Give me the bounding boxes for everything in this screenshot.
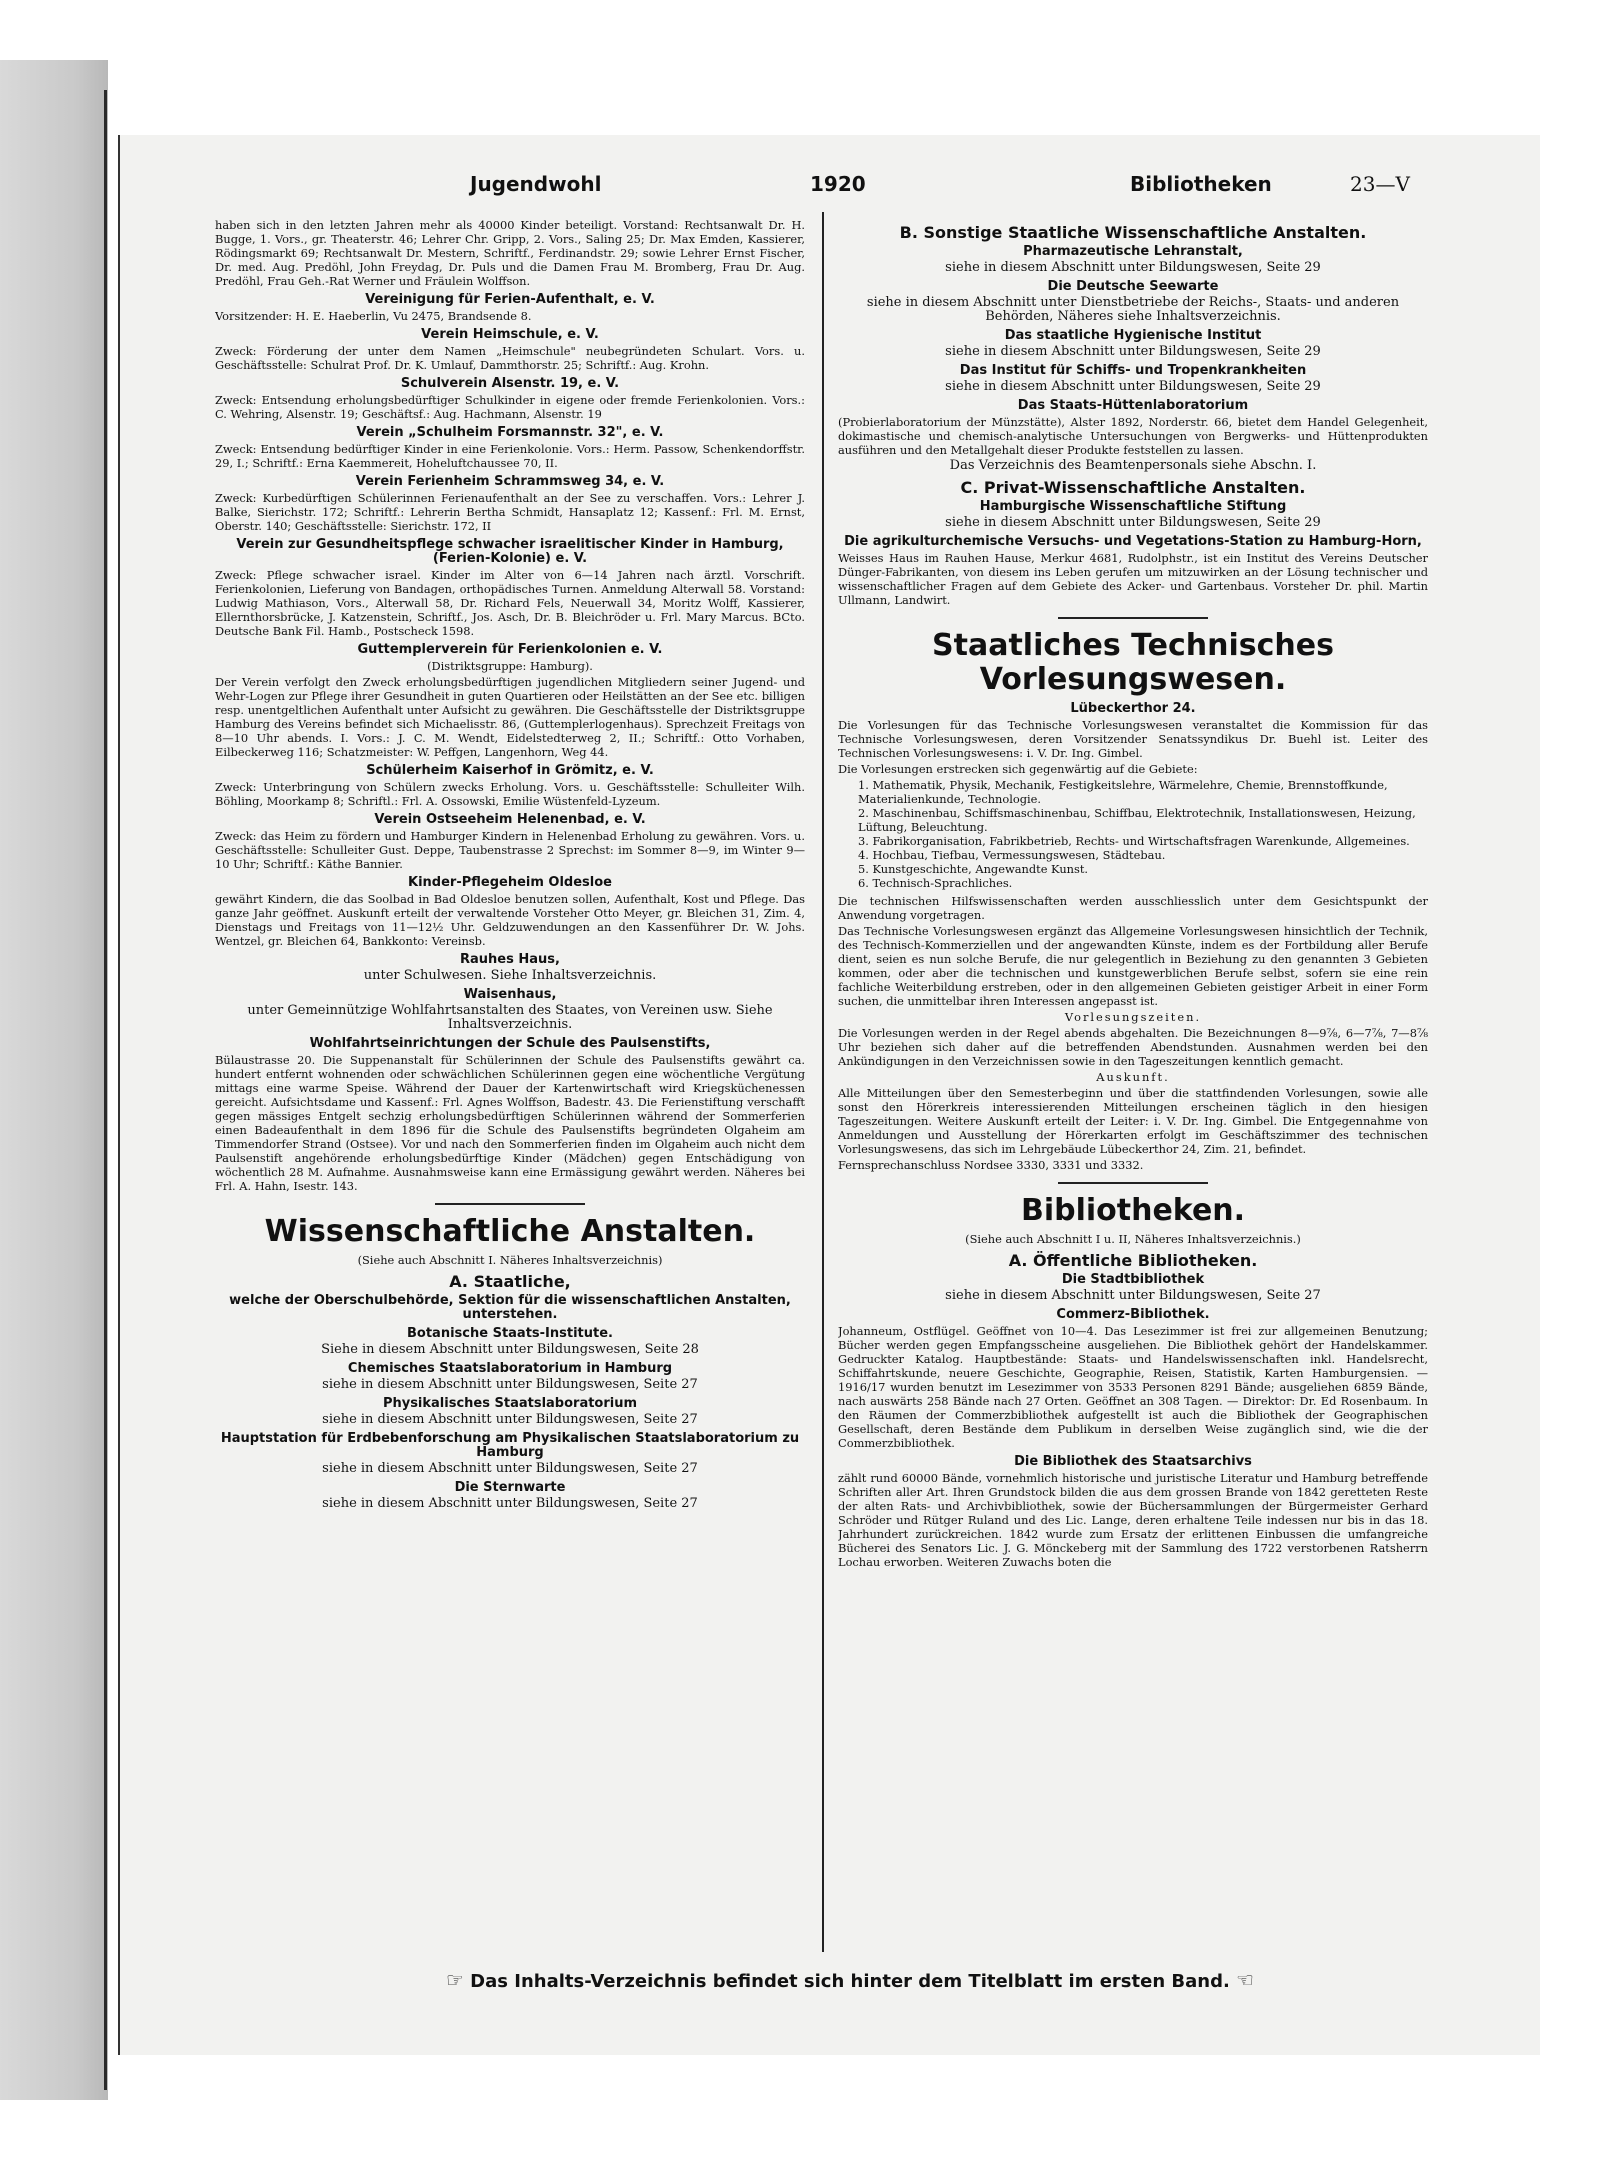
paragraph: Das Technische Vorlesungswesen ergänzt das Allgemeine Vorlesungswesen hinsichtlich der Technik, des Technisch-Kommerziellen und der angewandten Künste, indem es der Fortbildung aller Berufe dient, seien es nun solche Berufe, die nur gelegentlich in Beziehung zu den genannten 3 Gebieten kommen, oder aber die technischen und kunstgewerblichen Berufe selbst, sofern sie eine rein fachliche Weiterbildung erstreben, oder in den allgemeinen Gebieten geistiger Arbeit in einer Form suchen, die unmittelbar ihren Interessen angepasst ist. [838, 924, 1428, 1008]
paragraph: Die technischen Hilfswissenschaften werden ausschliesslich unter dem Gesichtspunkt der Anwendung vorgetragen. [838, 894, 1428, 922]
entry-title: Verein Heimschule, e. V. [421, 327, 599, 342]
entry-reference: siehe in diesem Abschnitt unter Bildungswesen, Seite 29 [945, 379, 1321, 394]
subject-list [858, 778, 1428, 890]
subsection-heading: C. Privat-Wissenschaftliche Anstalten. [960, 478, 1306, 497]
entry-text: Weisses Haus im Rauhen Hause, Merkur 4681, Rudolphstr., ist ein Institut des Vereins Deutscher Dünger-Fabrikanten, von diesem ins Leben gerufen um mitzuwirken an der Lösung technischer und wissenschaftlicher Fragen auf dem Gebiete des Acker- und Gartenbaus. Vorsteher Dr. phil. Martin Ullmann, Landwirt. [838, 551, 1428, 607]
entry-text: Vorsitzender: H. E. Haeberlin, Vu 2475, Brandsende 8. [215, 309, 532, 323]
entry-title: Hamburgische Wissenschaftliche Stiftung [979, 499, 1287, 514]
pointing-hand-left-icon: ☜ [1236, 1968, 1255, 1992]
entry-title: Rauhes Haus, [460, 952, 560, 967]
section-separator [1058, 617, 1208, 619]
entry-reference: siehe in diesem Abschnitt unter Bildungswesen, Seite 29 [945, 344, 1321, 359]
entry-reference: siehe in diesem Abschnitt unter Bildungswesen, Seite 27 [322, 1412, 698, 1427]
entry-title: Das Staats-Hüttenlaboratorium [1017, 398, 1249, 413]
entry-reference: siehe in diesem Abschnitt unter Bildungswesen, Seite 27 [322, 1377, 698, 1392]
section-note: (Siehe auch Abschnitt I u. II, Näheres Inhaltsverzeichnis.) [965, 1232, 1301, 1246]
entry-reference: siehe in diesem Abschnitt unter Bildungswesen, Seite 27 [322, 1496, 698, 1511]
subsection-heading: A. Staatliche, [449, 1272, 571, 1291]
entry-text: Zweck: Unterbringung von Schülern zwecks Erholung. Vors. u. Geschäftsstelle: Schulleiter Wilh. Böhling, Moorkamp 8; Schriftl.: Frl. A. Ossowski, Emilie Wüstenfeld-Lyzeum. [215, 780, 805, 808]
entry-text: Der Verein verfolgt den Zweck erholungsbedürftigen jugendlichen Mitgliedern seiner Jugend- und Wehr-Logen zur Pflege ihrer Gesundheit in guten Quartieren oder Heilstätten an der See etc. billigen resp. unentgeltlichen Aufenthalt unter Aufsicht zu gewähren. Die Geschäftsstelle der Distriktsgruppe Hamburg des Vereins befindet sich Michaelisstr. 86, (Guttemplerlogenhaus). Sprechzeit Freitags von 8—10 Uhr abends. I. Vors.: J. C. M. Wendt, Eidelstedterweg 2, II.; Schriftf.: Otto Vorhaben, Eilbeckerweg 116; Schatzmeister: W. Peffgen, Langenhorn, Weg 44. [215, 675, 805, 759]
subsection-subtitle: welche der Oberschulbehörde, Sektion für die wissenschaftlichen Anstalten, unterstehen. [229, 1293, 791, 1322]
subsection-heading: A. Öffentliche Bibliotheken. [1008, 1251, 1258, 1270]
header-topic: Bibliotheken [1130, 172, 1272, 196]
entry-title: Wohlfahrtseinrichtungen der Schule des Paulsenstifts, [309, 1036, 711, 1051]
paragraph: Die Vorlesungen erstrecken sich gegenwärtig auf die Gebiete: [838, 762, 1198, 776]
list-item: 6. Technisch-Sprachliches. [858, 876, 1013, 890]
section-heading: Staatliches Technisches Vorlesungswesen. [932, 628, 1334, 697]
page-number: 23—V [1350, 172, 1410, 196]
entry-title: Chemisches Staatslaboratorium in Hamburg [347, 1361, 673, 1376]
entry-title: Botanische Staats-Institute. [407, 1326, 613, 1341]
entry-title: Die agrikulturchemische Versuchs- und Vegetations-Station zu Hamburg-Horn, [844, 534, 1422, 549]
list-item: 4. Hochbau, Tiefbau, Vermessungswesen, Städtebau. [858, 848, 1166, 862]
running-header [340, 172, 1420, 206]
subsection-heading: B. Sonstige Staatliche Wissenschaftliche Anstalten. [899, 223, 1367, 242]
entry-title: Die Stadtbibliothek [1061, 1272, 1205, 1287]
entry-text: Zweck: Förderung der unter dem Namen „Heimschule" neubegründeten Schulart. Vors. u. Geschäftsstelle: Schulrat Prof. Dr. K. Umlauf, Dammthorstr. 25; Schriftf.: Aug. Krohn. [215, 344, 805, 372]
entry-title: Pharmazeutische Lehranstalt, [1023, 244, 1243, 259]
entry-title: Guttemplerverein für Ferienkolonien e. V. [357, 642, 663, 657]
entry-text: Zweck: Entsendung bedürftiger Kinder in eine Ferienkolonie. Vors.: Herm. Passow, Schenkendorffstr. 29, I.; Schriftf.: Erna Kaemmereit, Hoheluftchaussee 70, II. [215, 442, 805, 470]
entry-reference: Das Verzeichnis des Beamtenpersonals siehe Abschn. I. [949, 458, 1317, 473]
list-item: 1. Mathematik, Physik, Mechanik, Festigkeitslehre, Wärmelehre, Chemie, Brennstoffkunde, Materialienkunde, Technologie. [858, 778, 1388, 806]
section-separator [1058, 1182, 1208, 1184]
sub-heading: Auskunft. [1096, 1070, 1170, 1084]
entry-title: Verein Ostseeheim Helenenbad, e. V. [374, 812, 646, 827]
footer-notice [350, 1968, 1350, 1992]
entry-reference: siehe in diesem Abschnitt unter Bildungswesen, Seite 29 [945, 260, 1321, 275]
paragraph: Die Vorlesungen werden in der Regel abends abgehalten. Die Bezeichnungen 8—9⅞, 6—7⅞, 7—8⅞ Uhr beziehen sich daher auf die betreffenden Abendstunden. Ausnahmen werden bei den Ankündigungen in den Verzeichnissen sowie in den Tageszeitungen kenntlich gemacht. [838, 1026, 1428, 1068]
entry-reference: siehe in diesem Abschnitt unter Bildungswesen, Seite 29 [945, 515, 1321, 530]
entry-title: Die Sternwarte [454, 1480, 566, 1495]
entry-reference: Siehe in diesem Abschnitt unter Bildungswesen, Seite 28 [321, 1342, 699, 1357]
list-item: 5. Kunstgeschichte, Angewandte Kunst. [858, 862, 1089, 876]
section-separator [435, 1203, 585, 1205]
paragraph: Alle Mitteilungen über den Semesterbeginn und über die stattfindenden Vorlesungen, sowie alle sonst den Hörerkreis interessierenden Mitteilungen erscheinen täglich in den hiesigen Tageszeitungen. Weitere Auskunft erteilt der Leiter: i. V. Dr. Ing. Gimbel. Die Entgegennahme von Anmeldungen und Ausstellung der Hörerkarten erfolgt im Geschäftszimmer des technischen Vorlesungswesens, das sich im Lehrgebäude Lübeckerthor 24, Zim. 21, befindet. [838, 1086, 1428, 1156]
section-heading: Bibliotheken. [1020, 1193, 1246, 1228]
entry-text: (Probierlaboratorium der Münzstätte), Alster 1892, Norderstr. 66, bietet dem Handel Gelegenheit, dokimastische und chemisch-analytische Untersuchungen von Bergwerks- und Hüttenprodukten ausführen und den Metallgehalt dieser Produkte feststellen zu lassen. [838, 415, 1428, 457]
entry-title: Schülerheim Kaiserhof in Grömitz, e. V. [366, 763, 654, 778]
column-divider [822, 212, 824, 1952]
list-item: 3. Fabrikorganisation, Fabrikbetrieb, Rechts- und Wirtschaftsfragen Warenkunde, Allgemeines. [858, 834, 1410, 848]
left-column [215, 218, 805, 1958]
entry-title: Vereinigung für Ferien-Aufenthalt, e. V. [365, 292, 655, 307]
entry-title: Das staatliche Hygienische Institut [1004, 328, 1262, 343]
entry-reference: siehe in diesem Abschnitt unter Dienstbetriebe der Reichs-, Staats- und anderen Behörden, Näheres siehe Inhaltsverzeichnis. [866, 295, 1400, 324]
list-item: 2. Maschinenbau, Schiffsmaschinenbau, Schiffbau, Elektrotechnik, Installationswesen, Heizung, Lüftung, Beleuchtung. [858, 806, 1416, 834]
entry-text: Zweck: Kurbedürftigen Schülerinnen Ferienaufenthalt an der See zu verschaffen. Vors.: Lehrer J. Balke, Sierichstr. 172; Schriftf.: Lehrerin Bertha Schmidt, Hansaplatz 12; Kassenf.: Frl. M. Ernst, Oberstr. 140; Geschäftsstelle: Sierichstr. 172, II [215, 491, 805, 533]
entry-title: Hauptstation für Erdbebenforschung am Physikalischen Staatslaboratorium zu Hamburg [220, 1431, 800, 1460]
entry-text: Zweck: das Heim zu fördern und Hamburger Kindern in Helenenbad Erholung zu gewähren. Vors. u. Geschäftsstelle: Schulleiter Gust. Deppe, Taubenstrasse 2 Sprechst: im Sommer 8—9, im Winter 9—10 Uhr; Schriftf.: Käthe Bannier. [215, 829, 805, 871]
footer-text: Das Inhalts-Verzeichnis befindet sich hinter dem Titelblatt im ersten Band. [470, 1971, 1230, 1992]
entry-title: Verein „Schulheim Forsmannstr. 32", e. V. [356, 425, 664, 440]
entry-text: Zweck: Pflege schwacher israel. Kinder im Alter von 6—14 Jahren nach ärztl. Vorschrift. Ferienkolonien, Lieferung von Bandagen, orthopädisches Turnen. Anmeldung Alterwall 58. Vorstand: Ludwig Mathiason, Vors., Alterwall 58, Dr. Richard Fels, Neuerwall 34, Moritz Wolff, Kassierer, Ellernthorsbrücke, J. Katzenstein, Schriftf., Jos. Asch, Dr. B. Bleichröder u. Frl. Mary Marcus. BCto. Deutsche Bank Fil. Hamb., Postscheck 1598. [215, 568, 805, 638]
entry-text: gewährt Kindern, die das Soolbad in Bad Oldesloe benutzen sollen, Aufenthalt, Kost und Pflege. Das ganze Jahr geöffnet. Auskunft erteilt der verwaltende Vorsteher Otto Meyer, gr. Bleichen 31, Zim. 4, Dienstags und Freitags von 11—12½ Uhr. Geldzuwendungen an den Kassenführer Dr. W. Johs. Wentzel, gr. Bleichen 64, Bankkonto: Vereinsb. [215, 892, 805, 948]
entry-reference: unter Gemeinnützige Wohlfahrtsanstalten des Staates, von Vereinen usw. Siehe Inhaltsverzeichnis. [247, 1003, 773, 1032]
entry-text: Johanneum, Ostflügel. Geöffnet von 10—4. Das Lesezimmer ist frei zur allgemeinen Benutzung; Bücher werden gegen Empfangsscheine ausgeliehen. Die Bibliothek gehört der Handelskammer. Gedruckter Katalog. Hauptbestände: Staats- und Handelswissenschaften inkl. Handelsrecht, Schiffahrtskunde, neuere Geschichte, Geographie, Reisen, Statistik, Karten Hamburgensien. — 1916/17 wurden benutzt im Lesezimmer von 3533 Personen 8291 Bände; ausgeliehen 6859 Bände, nach auswärts 258 Bände nach 27 Orten. Geöffnet an 308 Tagen. — Direktor: Dr. Ed Rosenbaum. In den Räumen der Commerzbibliothek aufgestellt ist auch die Bibliothek der Geographischen Gesellschaft, deren Bestände dem Publikum in derselben Weise zugänglich sind, wie die der Commerzbibliothek. [838, 1324, 1428, 1450]
previous-page-edge [0, 60, 108, 2100]
entry-reference: siehe in diesem Abschnitt unter Bildungswesen, Seite 27 [322, 1461, 698, 1476]
entry-title: Verein Ferienheim Schrammsweg 34, e. V. [355, 474, 665, 489]
entry-text: Bülaustrasse 20. Die Suppenanstalt für Schülerinnen der Schule des Paulsenstifts gewährt ca. hundert entfernt wohnenden oder schwächlichen Schülerinnen gegen eine wöchentliche Vergütung mittags eine warme Speise. Während der Dauer der Kartenwirtschaft wird Kriegsküchenessen gereicht. Aufsichtsdame und Kassenf.: Frl. Agnes Wolffson, Badestr. 43. Die Ferienstiftung verschafft gegen mässiges Entgelt sechzig erholungsbedürftigen Schülerinnen während der Sommerferien einen Badeaufenthalt in dem 1896 für die Schule des Paulsenstifts begründeten Olgaheim am Timmendorfer Strand (Ostsee). Vor und nach den Sommerferien finden im Olgaheim auch nicht dem Paulsenstift angehörende erholungsbedürftige Kinder (Mädchen) gegen Entschädigung von wöchentlich 28 M. Aufnahme. Ausnahmsweise kann eine Ermässigung gewährt werden. Näheres bei Frl. A. Hahn, Isestr. 143. [215, 1053, 805, 1193]
entry-title: Schulverein Alsenstr. 19, e. V. [400, 376, 620, 391]
entry-title: Commerz-Bibliothek. [1056, 1307, 1210, 1322]
entry-title: Verein zur Gesundheitspflege schwacher israelitischer Kinder in Hamburg, (Ferien-Kolonie) e. V. [236, 537, 784, 566]
section-heading: Wissenschaftliche Anstalten. [264, 1214, 756, 1249]
pointing-hand-right-icon: ☞ [445, 1968, 464, 1992]
entry-title: Kinder-Pflegeheim Oldesloe [408, 875, 612, 890]
entry-title: Waisenhaus, [463, 987, 557, 1002]
entry-reference: unter Schulwesen. Siehe Inhaltsverzeichnis. [363, 968, 657, 983]
binding-shadow [104, 90, 107, 2090]
sub-heading: Vorlesungszeiten. [1064, 1010, 1202, 1024]
entry-title: Physikalisches Staatslaboratorium [382, 1396, 638, 1411]
phone-line: Fernsprechanschluss Nordsee 3330, 3331 und 3332. [838, 1158, 1144, 1172]
header-section: Jugendwohl [470, 172, 602, 196]
right-column [838, 218, 1428, 1958]
entry-title: Das Institut für Schiffs- und Tropenkrankheiten [959, 363, 1307, 378]
section-address: Lübeckerthor 24. [1070, 701, 1196, 716]
paragraph: Die Vorlesungen für das Technische Vorlesungswesen veranstaltet die Kommission für das Technische Vorlesungswesen, deren Vorsitzender Senatssyndikus Dr. Buehl ist. Leiter des Technischen Vorlesungswesens: i. V. Dr. Ing. Gimbel. [838, 718, 1428, 760]
entry-title: Die Bibliothek des Staatsarchivs [1014, 1454, 1252, 1469]
entry-reference: siehe in diesem Abschnitt unter Bildungswesen, Seite 27 [945, 1288, 1321, 1303]
entry-subtitle: (Distriktsgruppe: Hamburg). [427, 659, 593, 673]
section-note: (Siehe auch Abschnitt I. Näheres Inhaltsverzeichnis) [357, 1253, 663, 1267]
header-year: 1920 [810, 172, 866, 196]
intro-text: haben sich in den letzten Jahren mehr als 40000 Kinder beteiligt. Vorstand: Rechtsanwalt Dr. H. Bugge, 1. Vors., gr. Theaterstr. 46; Lehrer Chr. Gripp, 2. Vors., Saling 25; Dr. Max Emden, Kassierer, Rödingsmarkt 69; Rechtsanwalt Dr. Mestern, Schriftf., Ferdinandstr. 29; sowie Lehrer Ernst Fischer, Dr. med. Aug. Predöhl, John Freydag, Dr. Puls und die Damen Frau M. Bromberg, Frau Dr. Aug. Predöhl, Frau Geh.-Rat Werner und Fräulein Wolffson. [215, 218, 805, 288]
entry-text: zählt rund 60000 Bände, vornehmlich historische und juristische Literatur und Hamburg betreffende Schriften aller Art. Ihren Grundstock bilden die aus dem grossen Brande von 1842 geretteten Reste der alten Rats- und Archivbibliothek, sowie der Büchersammlungen der Bürgermeister Gerhard Schröder und Rütger Ruland und des Lic. Lange, deren erhaltene Teile indessen nur bis in das 18. Jahrhundert zurückreichen. 1842 wurde zum Ersatz der erlittenen Einbussen die umfangreiche Bücherei des Senators Lic. J. G. Mönckeberg mit der Sammlung des 1722 verstorbenen Ratsherrn Lochau erworben. Weiteren Zuwachs boten die [838, 1471, 1428, 1569]
entry-title: Die Deutsche Seewarte [1047, 279, 1219, 294]
entry-text: Zweck: Entsendung erholungsbedürftiger Schulkinder in eigene oder fremde Ferienkolonien. Vors.: C. Wehring, Alsenstr. 19; Geschäftsf.: Aug. Hachmann, Alsenstr. 19 [215, 393, 805, 421]
